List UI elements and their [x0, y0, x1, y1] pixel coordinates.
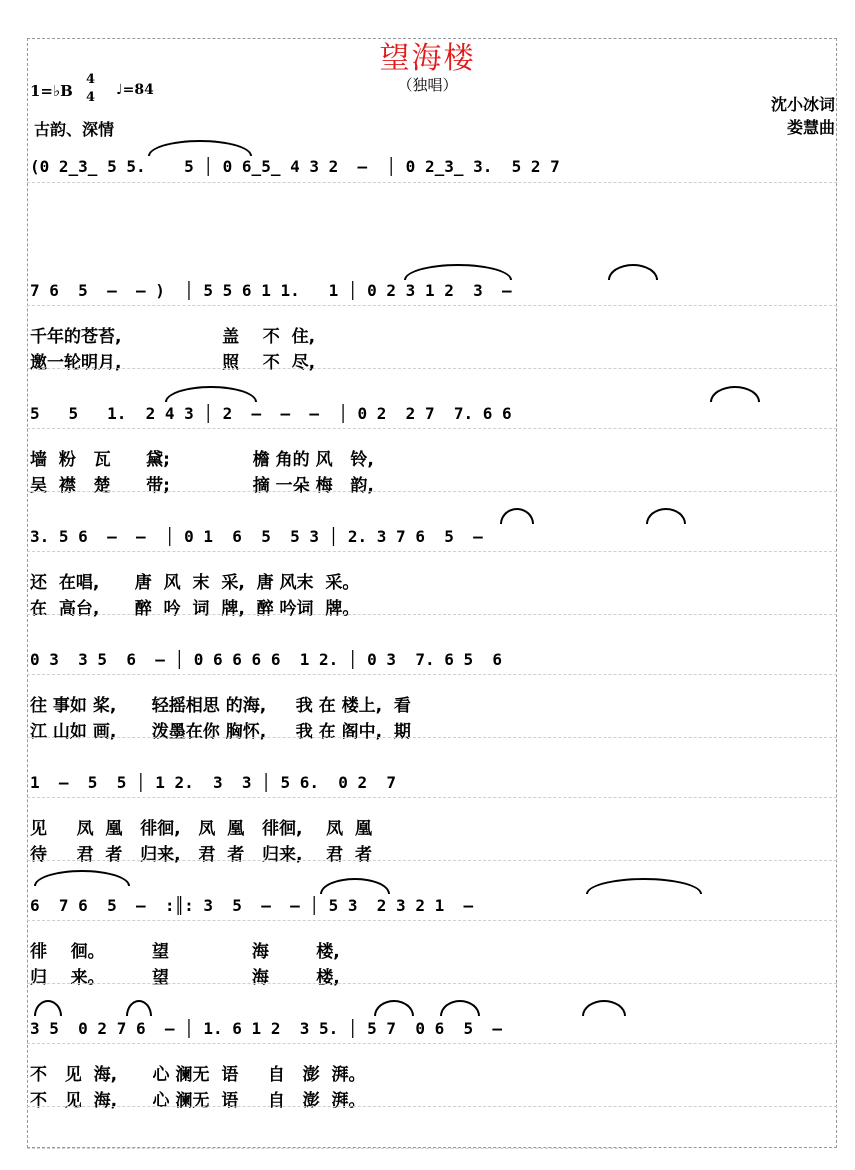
notation-row: 3 5 0 2 7 6 – │ 1. 6 1 2 3 5. │ 5 7 0 6 5 –: [30, 1019, 503, 1038]
notation-row: 3. 5 6 – – │ 0 1 6 5 5 3 │ 2. 3 7 6 5 –: [30, 527, 483, 546]
notation-row: 7 6 5 – – ) │ 5 5 6 1 1. 1 │ 0 2 3 1 2 3 –: [30, 281, 512, 300]
lyric-verse-2: 吴 襟 楚 带; 摘 一朵 梅 韵,: [30, 476, 374, 496]
lyric-verse-1: 见 凤 凰 徘徊, 凤 凰 徘徊, 凤 凰: [30, 819, 372, 839]
tempo-marking: ♩=84: [116, 82, 154, 98]
style-marking: 古韵、深情: [34, 120, 115, 139]
lyric-verse-2: 江 山如 画, 泼墨在你 胸怀, 我 在 阁中, 期: [30, 722, 411, 742]
song-title: 望海楼: [379, 41, 476, 76]
lyric-verse-1: 墙 粉 瓦 黛; 檐 角的 风 铃,: [30, 450, 374, 470]
lyric-verse-1: 徘 徊。 望 海 楼,: [30, 942, 340, 962]
key-signature: 1=♭B: [30, 82, 73, 100]
notation-row: 6 7 6 5 – :║: 3 5 – – │ 5 3 2 3 2 1 –: [30, 896, 474, 915]
notation-row: 0 3 3 5 6 – │ 0 6 6 6 6 1 2. │ 0 3 7. 6 5 6: [30, 650, 503, 669]
lyric-verse-1: 不 见 海, 心 澜无 语 自 澎 湃。: [30, 1065, 366, 1085]
song-subtitle: （独唱）: [397, 76, 458, 94]
notation-row: 5 5 1. 2 4 3 │ 2 – – – │ 0 2 2 7 7. 6 6: [30, 404, 512, 423]
composer-credit: 娄慧曲: [786, 118, 835, 137]
lyric-verse-2: 在 高台, 醉 吟 词 牌, 醉 吟词 牌。: [30, 599, 360, 619]
notation-row: 1 – 5 5 │ 1 2. 3 3 │ 5 6. 0 2 7: [30, 773, 397, 792]
lyric-verse-2: 不 见 海, 心 澜无 语 自 澎 湃。: [30, 1091, 366, 1111]
lyricist-credit: 沈小冰词: [770, 95, 835, 114]
lyric-verse-2: 邀一轮明月, 照 不 尽,: [30, 353, 316, 373]
lyric-verse-1: 还 在唱, 唐 风 末 采, 唐 风末 采。: [30, 573, 360, 593]
lyric-verse-1: 千年的苍苔, 盖 不 住,: [30, 327, 316, 347]
lyric-verse-1: 往 事如 桨, 轻摇相思 的海, 我 在 楼上, 看: [30, 696, 411, 716]
lyric-verse-2: 归 来。 望 海 楼,: [30, 968, 340, 988]
lyric-verse-2: 待 君 者 归来, 君 者 归来, 君 者: [30, 845, 372, 865]
notation-row: (0 2̲3̲ 5 5. 5 │ 0 6̲5̲ 4 3 2 – │ 0 2̲3̲ 3. 5 2 7: [30, 157, 560, 176]
time-signature-top: 4: [86, 72, 96, 87]
time-signature-bottom: 4: [86, 90, 96, 105]
